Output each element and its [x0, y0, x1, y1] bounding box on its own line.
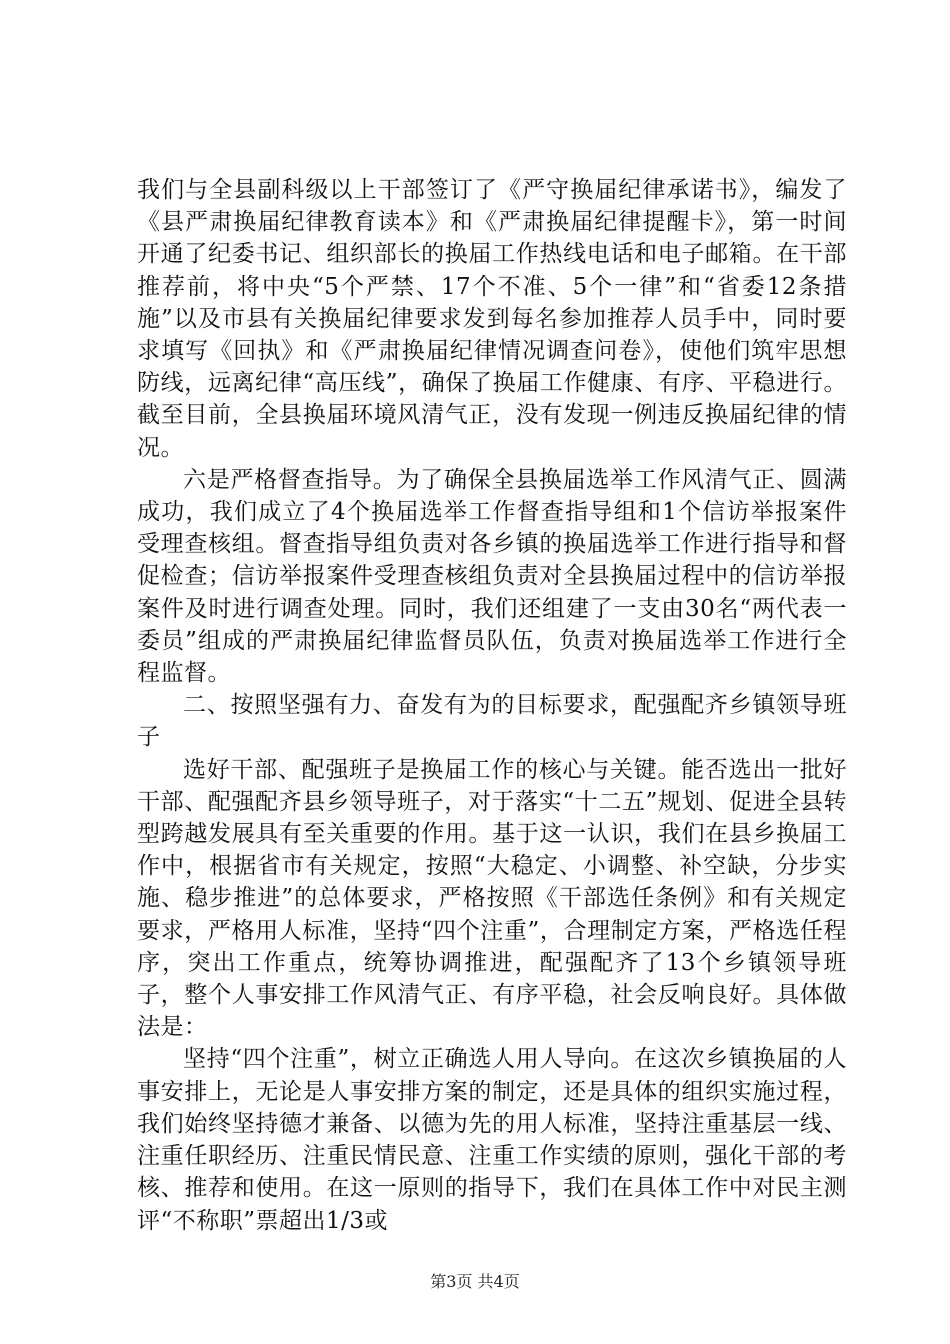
paragraph-continuation: 我们与全县副科级以上干部签订了《严守换届纪律承诺书》，编发了《县严肃换届纪律教育读本》和《严肃换届纪律提醒卡》，第一时间开通了纪委书记、组织部长的换届工作热线电话和电子邮箱。在干部推荐前，将中央“5个严禁、17个不准、5个一律”和“省委12条措施”以及市县有关换届纪律要求发到每名参加推荐人员手中，同时要求填写《回执》和《严肃换届纪律情况调查问卷》，使他们筑牢思想防线，远离纪律“高压线”，确保了换届工作健康、有序、平稳进行。截至目前，全县换届环境风清气正，没有发现一例违反换届纪律的情况。	[137, 177, 847, 461]
document-body	[137, 174, 847, 1237]
section-heading: 二、按照坚强有力、奋发有为的目标要求，配强配齐乡镇领导班子	[137, 692, 847, 751]
paragraph-supervision: 六是严格督查指导。为了确保全县换届选举工作风清气正、圆满成功，我们成立了4个换届选举工作督查指导组和1个信访举报案件受理查核组。督查指导组负责对各乡镇的换届选举工作进行指导和督促检查；信访举报案件受理查核组负责对全县换届过程中的信访举报案件及时进行调查处理。同时，我们还组建了一支由30名“两代表一委员”组成的严肃换届纪律监督员队伍，负责对换届选举工作进行全程监督。	[137, 466, 847, 687]
page-footer: 第3页 共4页	[430, 1272, 520, 1291]
paragraph-four-emphases: 坚持“四个注重”，树立正确选人用人导向。在这次乡镇换届的人事安排上，无论是人事安排方案的制定，还是具体的组织实施过程，我们始终坚持德才兼备、以德为先的用人标准，坚持注重基层一线、注重任职经历、注重民情民意、注重工作实绩的原则，强化干部的考核、推荐和使用。在这一原则的指导下，我们在具体工作中对民主测评“不称职”票超出1/3或	[137, 1046, 847, 1234]
paragraph-leadership: 选好干部、配强班子是换届工作的核心与关键。能否选出一批好干部、配强配齐县乡领导班子，对于落实“十二五”规划、促进全县转型跨越发展具有至关重要的作用。基于这一认识，我们在县乡换届工作中，根据省市有关规定，按照“大稳定、小调整、补空缺，分步实施、稳步推进”的总体要求，严格按照《干部选任条例》和有关规定要求，严格用人标准，坚持“四个注重”，合理制定方案，严格选任程序，突出工作重点，统筹协调推进，配强配齐了13个乡镇领导班子，整个人事安排工作风清气正、有序平稳，社会反响良好。具体做法是：	[137, 756, 847, 1041]
